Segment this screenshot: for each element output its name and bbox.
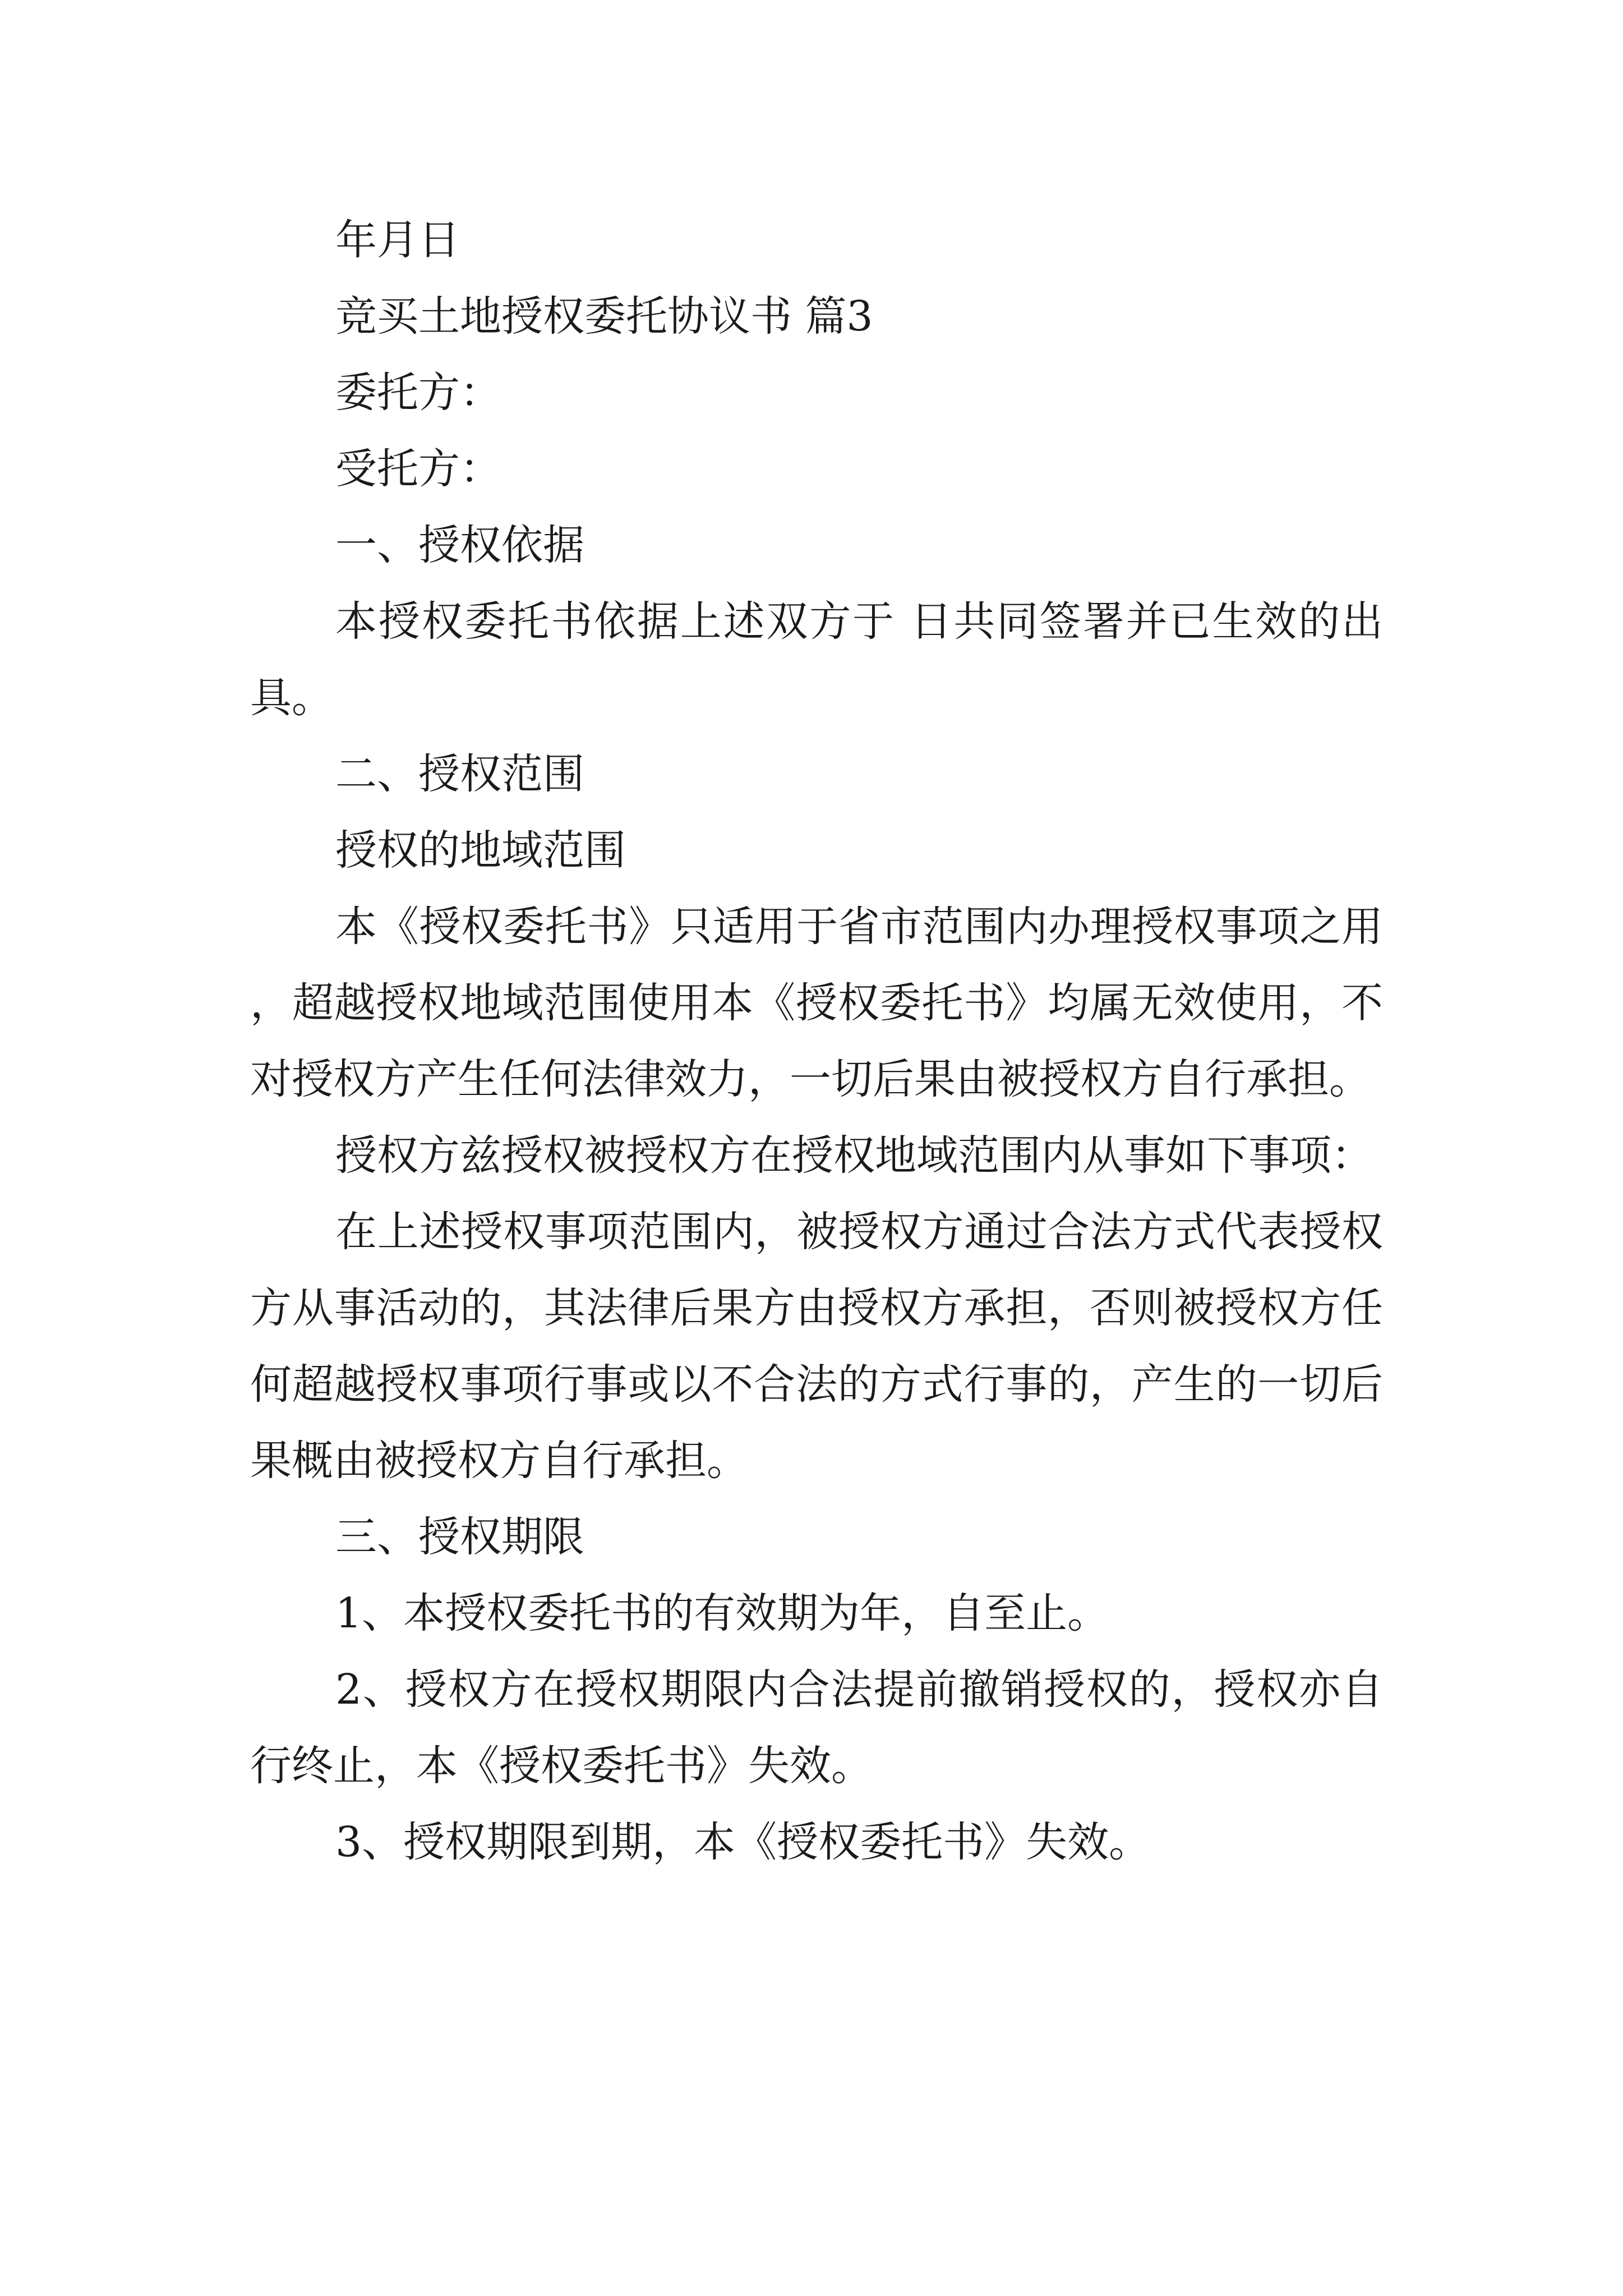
term-item-3: 3、授权期限到期，本《授权委托书》失效。 <box>335 1818 1151 1866</box>
document-body <box>250 202 1383 1880</box>
paragraph-legal-consequences: 在上述授权事项范围内，被授权方通过合法方式代表授权方从事活动的，其法律后果方由授权方承担，否则被授权方任何超越授权事项行事或以不合法的方式行事的，产生的一切后果概由被授权方自行承担。 <box>250 1208 1383 1485</box>
subheading-territorial-scope: 授权的地域范围 <box>335 826 626 875</box>
agent-line: 受托方： <box>335 445 501 493</box>
section-heading-scope: 二、授权范围 <box>335 750 584 798</box>
paragraph-territorial-scope: 本《授权委托书》只适用于省市范围内办理授权事项之用，超越授权地域范围使用本《授权委托书》均属无效使用，不对授权方产生任何法律效力，一切后果由被授权方自行承担。 <box>250 903 1383 1103</box>
section-heading-basis: 一、授权依据 <box>335 521 584 569</box>
date-line: 年月日 <box>335 216 460 264</box>
principal-line: 委托方： <box>335 369 501 417</box>
paragraph-basis: 本授权委托书依据上述双方于 日共同签署并已生效的出具。 <box>250 597 1383 722</box>
term-item-1: 1、本授权委托书的有效期为年，自至止。 <box>335 1589 1109 1637</box>
document-title: 竞买土地授权委托协议书 篇3 <box>335 292 873 341</box>
term-item-2: 2、授权方在授权期限内合法提前撤销授权的，授权亦自行终止，本《授权委托书》失效。 <box>250 1665 1383 1790</box>
paragraph-authorized-matters: 授权方兹授权被授权方在授权地域范围内从事如下事项： <box>335 1131 1373 1180</box>
section-heading-term: 三、授权期限 <box>335 1513 584 1561</box>
